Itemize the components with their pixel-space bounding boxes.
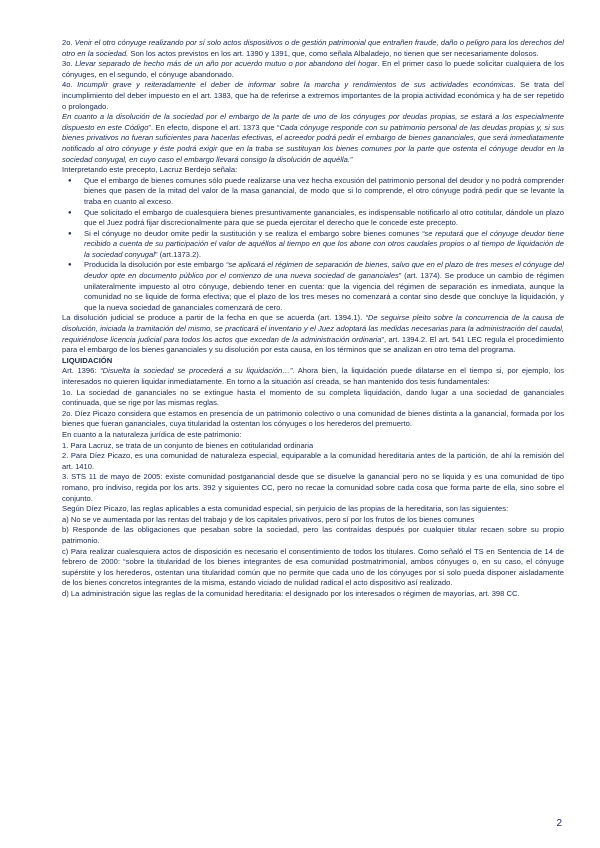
text-run: ” (art. 1374). Se produce un cambio de régimen unilateralmente impuesto al otro cónyuge, debiendo tener en cuenta: que la vigencia del régimen de separación es inmediata, aunque la comunidad no se liquide de forma efectiva; que el plazo de los tres meses no comenzará a contar sino desde que concluye la liquidación, y que la nueva sociedad de gananciales comenzará de cero. — [84, 271, 564, 312]
paragraph — [62, 472, 564, 504]
paragraph — [62, 451, 564, 472]
text-run: 2o. — [62, 38, 75, 47]
text-run: Según Díez Picazo, las reglas aplicables a esta comunidad especial, sin perjuicio de las propias de la hereditaria, son las siguientes: — [62, 504, 509, 514]
paragraph — [62, 388, 564, 409]
text-run: Son los actos previstos en los art. 1390 y 1391, que, como señala Albaladejo, no tienen que ser necesariamente dolosos. — [128, 48, 539, 58]
text-run: Que solicitado el embargo de cualesquiera bienes presuntivamente gananciales, es indispensable notificarlo al otro cotitular, dándole un plazo que el Juez podrá fijar discrecionalmente para que se pueda ejercitar el derecho que le concede este precepto. — [84, 207, 564, 228]
italic-text-run: “Disuelta la sociedad se procederá a su liquidación…” — [100, 366, 293, 376]
italic-text-run: “se reputará que el cónyuge deudor tiene recibido a cuenta de su participación el valor de aquéllos al tiempo en que los abone con otros caudales propios o al tiempo de liquidación de la sociedad conyugal — [84, 228, 564, 259]
paragraph — [62, 165, 564, 176]
paragraph — [62, 38, 564, 59]
italic-text-run: Incumplir grave y reiteradamente el deber de informar sobre la marcha y rendimientos de sus actividades económicas — [77, 80, 514, 90]
text-run: Art. 1396: — [62, 366, 101, 376]
text-run: ”, art. 1394.2. El art. 541 LEC regula el procedimiento para el embargo de los bienes gananciales y su disolución por esta causa, en los términos que se analizan en otro tema del programa. — [62, 334, 564, 355]
italic-text-run: “De seguirse pleito sobre la concurrencia de la causa de disolución, iniciada la tramitación del mismo, se practicará el inventario y el Juez adoptará las medidas necesarias para la administración del caudal, requiriéndose licencia judicial para todos los actos que excedan de la administración ordinaria — [62, 313, 565, 344]
italic-text-run: Cada cónyuge responde con su patrimonio personal de las deudas propias y, si sus bienes privativos no fueran suficientes para hacerlas efectivas, el acreedor podrá pedir el embargo de bienes gananciales, que será inmediatamente notificado al otro cónyuge y éste podrá exigir que en la traba se sustituyan los bienes comunes por la parte que ostenta el cónyuge deudor en la sociedad conyugal, en cuyo caso el embargo llevará consigo la disolución de aquélla.” — [62, 122, 565, 164]
paragraph — [62, 515, 564, 526]
italic-text-run: En cuanto a la disolución de la sociedad por el embargo de la parte de uno de los cónyuges por deudas propias, se estará a los especialmente dispuesto en este Código — [62, 112, 564, 132]
text-run: Interpretando este precepto, Lacruz Berdejo señala: — [62, 165, 238, 175]
text-run: a) No se ve aumentada por las rentas del trabajo y de los capitales privativos, pero sí por los frutos de los bienes comunes — [62, 514, 475, 524]
text-run: ”. En efecto, dispone el art. 1373 que “ — [148, 122, 280, 132]
bullet-item — [84, 260, 564, 313]
paragraph — [62, 589, 564, 600]
paragraph — [62, 366, 564, 387]
bullet-item — [84, 208, 564, 229]
text-run: c) Para realizar cualesquiera actos de disposición es necesario el consentimiento de todos los titulares. Como señaló el TS en Sentencia de 14 de febrero de 2000: “sobre la titularidad de los bienes integrantes de esa comunidad postmatrimonial, ambos cónyuges o, en su caso, el cónyuge supérstite y los herederos, ostentan una titularidad común que no permite que cada uno de los cónyuges por sí solo pueda disponer aisladamente de los bienes concretos integrantes de la misma, estando viciado de nulidad radical el acto dispositivo así realizado. — [62, 546, 564, 588]
paragraph — [62, 525, 564, 546]
text-run: . Ahora bien, la liquidación puede dilatarse en el tiempo si, por ejemplo, los interesados no quieren liquidar inmediatamente. En torno a la situación así creada, se han mantenido dos tesis fundamentales: — [62, 366, 564, 386]
text-run: La disolución judicial se produce a partir de la fecha en que se acuerda (art. 1394.1). — [62, 313, 366, 323]
bullet-list — [62, 176, 564, 314]
text-run: 2o. Díez Picazo considera que estamos en presencia de un patrimonio colectivo o una comunidad de bienes distinta a la ganancial, formada por los bienes que fueran gananciales, cuya titularidad la ostentan los cónyuges o los herederos del premuerto. — [62, 408, 564, 429]
text-run: 2. Para Díez Picazo, es una comunidad de naturaleza especial, equiparable a la comunidad hereditaria antes de la partición, de ahí la remisión del art. 1410. — [62, 451, 564, 471]
paragraph — [62, 112, 564, 165]
italic-text-run: “se aplicará el régimen de separación de bienes, salvo que en el plazo de tres meses el cónyuge del deudor opte en documento público por el comienzo de una nueva sociedad de gananciales — [84, 260, 564, 281]
document-body — [62, 38, 564, 599]
text-run: 3o. — [62, 59, 76, 69]
text-run: Que el embargo de bienes comunes sólo puede realizarse una vez hecha excusión del patrimonio personal del deudor y no podrá comprender bienes que pasen de la mitad del valor de la masa ganancial, de modo que si lo comprende, el otro cónyuge podrá pedir que se levante la traba en cuanto al exceso. — [84, 175, 564, 206]
text-run: 1. Para Lacruz, se trata de un conjunto de bienes en cotitularidad ordinaria — [62, 440, 314, 450]
text-run: Producida la disolución por este embargo — [84, 260, 226, 270]
text-run: . Se trata del incumplimiento del deber impuesto en el art. 1383, que ha de referirse a extremos importantes de la propia actividad económica y ha de ser repetido o prolongado. — [62, 80, 564, 111]
text-run: LIQUIDACIÓN — [62, 355, 113, 365]
paragraph — [62, 409, 564, 430]
section-heading — [62, 356, 564, 367]
paragraph — [62, 441, 564, 452]
text-run: b) Responde de las obligaciones que pesaban sobre la sociedad, pero las contraídas después por cualquier titular recaen sobre su propio patrimonio. — [62, 525, 564, 545]
text-run: d) La administración sigue las reglas de la comunidad hereditaria: el designado por los interesados o régimen de mayorías, art. 398 CC. — [62, 588, 520, 598]
paragraph — [62, 313, 564, 355]
text-run: . En el primer caso lo puede solicitar cualquiera de los cónyuges, en el segundo, el cónyuge abandonado. — [62, 59, 564, 79]
page-number: 2 — [556, 818, 562, 829]
text-run: 1o. La sociedad de gananciales no se extingue hasta el momento de su completa liquidación, dando lugar a una sociedad de gananciales continuada, que se rige por las mismas reglas. — [62, 387, 564, 408]
text-run: Si el cónyuge no deudor omite pedir la sustitución y se realiza el embargo sobre bienes comunes — [84, 228, 422, 238]
italic-text-run: Venir el otro cónyuge realizando por sí solo actos dispositivos o de gestión patrimonial que entrañen fraude, daño o peligro para los derechos del otro en la sociedad. — [62, 38, 564, 58]
italic-text-run: Llevar separado de hecho más de un año por acuerdo mutuo o por abandono del hogar — [75, 59, 378, 69]
text-run: 4o. — [62, 80, 78, 90]
text-run: En cuanto a la naturaleza jurídica de este patrimonio: — [62, 429, 242, 439]
bullet-item — [84, 176, 564, 208]
paragraph — [62, 504, 564, 515]
paragraph — [62, 430, 564, 441]
text-run: ” (art.1373.2). — [154, 249, 201, 259]
paragraph — [62, 80, 564, 112]
text-run: 3. STS 11 de mayo de 2005: existe comunidad postganancial desde que se disuelve la ganancial pero no se liquida y es una comunidad de tipo romano, pro indiviso, regida por los arts. 392 y siguientes CC, pero no recae la comunidad sobre cada cosa que forma parte de ella, sino sobre el conjunto. — [62, 472, 564, 503]
paragraph — [62, 59, 564, 80]
bullet-item — [84, 229, 564, 261]
paragraph — [62, 547, 564, 589]
